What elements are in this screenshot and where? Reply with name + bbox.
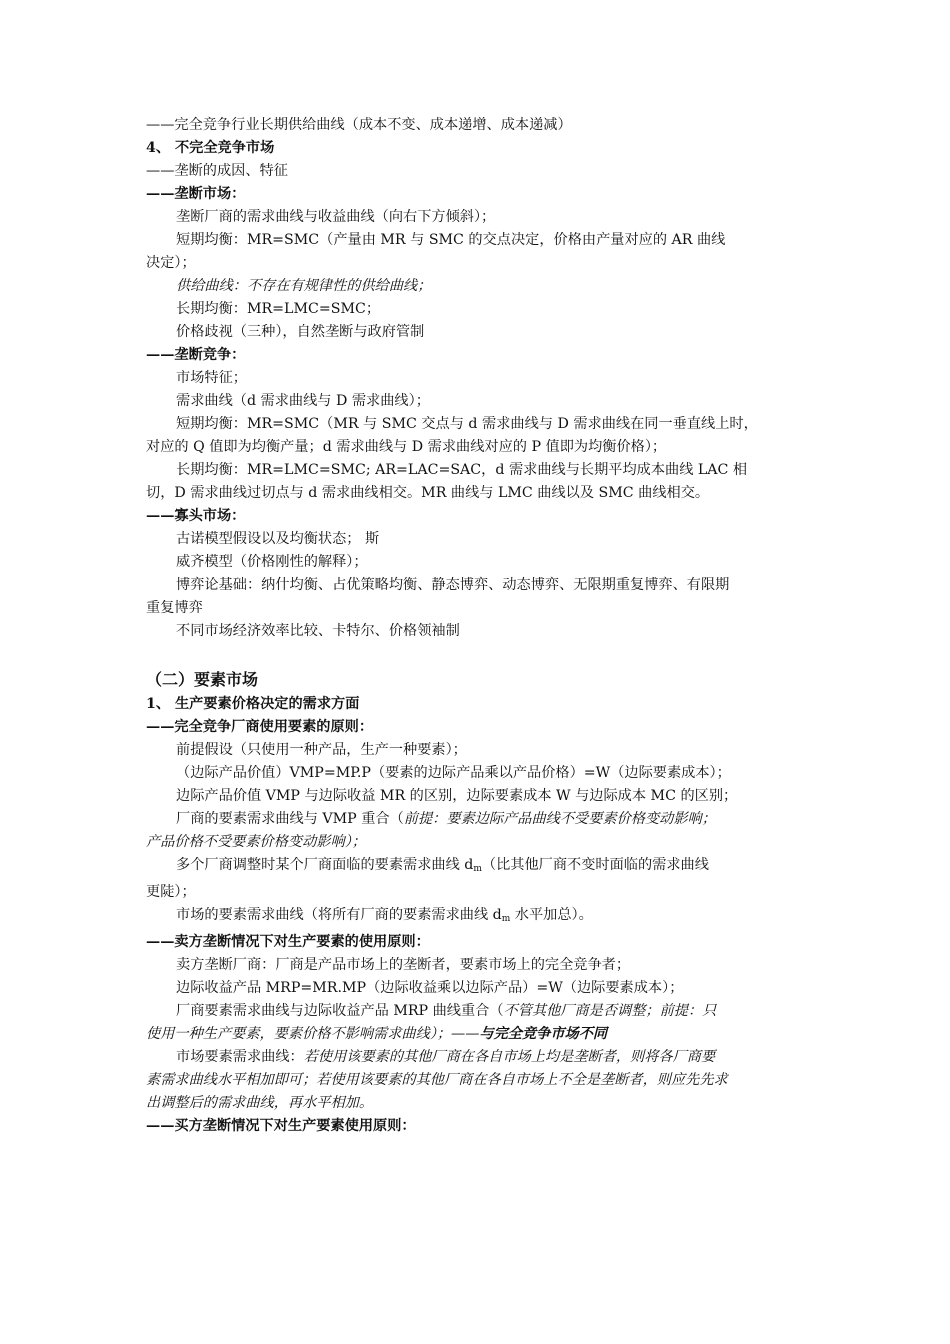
text-run: 厂商的要素需求曲线与 VMP 重合（ <box>176 811 404 827</box>
text-run: 多个厂商调整时某个厂商面临的要素需求曲线 d <box>176 857 474 873</box>
text-run: 水平加总）。 <box>510 907 593 923</box>
text-line-italic: 产品价格不受要素价格变动影响）； <box>146 834 366 850</box>
chapter-heading: （二）要素市场 <box>146 670 259 689</box>
subscript: m <box>501 914 511 924</box>
text-line: ——垄断的成因、特征 <box>146 163 288 179</box>
text-line <box>146 1023 836 1046</box>
text-line: 威齐模型（价格刚性的解释）； <box>176 554 368 570</box>
text-line: 博弈论基础：纳什均衡、占优策略均衡、静态博弈、动态博弈、无限期重复博弈、有限期 <box>176 577 730 593</box>
subsection-heading: ——寡头市场： <box>146 508 246 524</box>
text-line: 价格歧视（三种），自然垄断与政府管制 <box>176 324 425 340</box>
text-line: （边际产品价值）VMP=MP.P（要素的边际产品乘以产品价格）=W（边际要素成本）； <box>176 765 731 781</box>
text-line: 不同市场经济效率比较、卡特尔、价格领袖制 <box>176 623 460 639</box>
text-line <box>146 854 836 881</box>
section-heading: 1、 生产要素价格决定的需求方面 <box>146 696 360 712</box>
text-line: 更陡）； <box>146 884 196 900</box>
text-line: 前提假设（只使用一种产品，生产一种要素）； <box>176 742 467 758</box>
text-line: 短期均衡：MR=SMC（MR 与 SMC 交点与 d 需求曲线与 D 需求曲线在同一垂直线上时， <box>176 416 758 432</box>
text-run: （比其他厂商不变时面临的需求曲线 <box>481 857 709 873</box>
text-line-italic: 出调整后的需求曲线，再水平相加。 <box>146 1095 374 1111</box>
text-line: 垄断厂商的需求曲线与收益曲线（向右下方倾斜）； <box>176 209 496 225</box>
subsection-heading: ——垄断竞争： <box>146 347 246 363</box>
text-run-italic: 若使用该要素的其他厂商在各自市场上均是垄断者，则将各厂商要 <box>303 1049 716 1065</box>
text-line: 边际收益产品 MRP=MR.MP（边际收益乘以边际产品）=W（边际要素成本）； <box>176 980 684 996</box>
text-line-italic: 素需求曲线水平相加即可；若使用该要素的其他厂商在各自市场上不全是垄断者，则应先先求 <box>146 1072 728 1088</box>
text-line: ——完全竞争行业长期供给曲线（成本不变、成本递增、成本递减） <box>146 117 572 133</box>
text-run-italic: 不管其他厂商是否调整；前提：只 <box>503 1003 717 1019</box>
text-line: 边际产品价值 VMP 与边际收益 MR 的区别，边际要素成本 W 与边际成本 MC 的区别； <box>176 788 738 804</box>
text-line <box>146 904 836 931</box>
text-run-italic: 使用一种生产要素，要素价格不影响需求曲线）；—— <box>146 1026 480 1042</box>
subsection-heading: ——垄断市场： <box>146 186 246 202</box>
subsection-heading: ——卖方垄断情况下对生产要素的使用原则： <box>146 934 430 950</box>
text-line: 古诺模型假设以及均衡状态； 斯 <box>176 531 380 547</box>
subsection-heading: ——买方垄断情况下对生产要素使用原则： <box>146 1118 416 1134</box>
text-line <box>146 808 836 831</box>
text-line: 对应的 Q 值即为均衡产量；d 需求曲线与 D 需求曲线对应的 P 值即为均衡价格）； <box>146 439 667 455</box>
text-line: 卖方垄断厂商：厂商是产品市场上的垄断者，要素市场上的完全竞争者； <box>176 957 631 973</box>
text-line: 切，D 需求曲线过切点与 d 需求曲线相交。MR 曲线与 LMC 曲线以及 SMC 曲线相交。 <box>146 485 710 501</box>
text-run: 市场要素需求曲线： <box>176 1049 304 1065</box>
text-line: 决定）； <box>146 255 196 271</box>
text-line: 需求曲线（d 需求曲线与 D 需求曲线）； <box>176 393 430 409</box>
text-line: 长期均衡：MR=LMC=SMC; AR=LAC=SAC，d 需求曲线与长期平均成本曲线 LAC 相 <box>176 462 748 478</box>
subsection-heading: ——完全竞争厂商使用要素的原则： <box>146 719 374 735</box>
text-line: 短期均衡：MR=SMC（产量由 MR 与 SMC 的交点决定，价格由产量对应的 AR 曲线 <box>176 232 726 248</box>
text-line: 长期均衡：MR=LMC=SMC； <box>176 301 381 317</box>
text-line-italic: 供给曲线：不存在有规律性的供给曲线； <box>176 278 432 294</box>
text-run: 厂商要素需求曲线与边际收益产品 MRP 曲线重合（ <box>176 1003 504 1019</box>
text-run-bold-italic: 与完全竞争市场不同 <box>479 1026 608 1042</box>
document-body <box>146 114 836 1138</box>
text-line <box>146 1046 836 1069</box>
subscript: m <box>473 864 482 874</box>
text-run-italic: 前提：要素边际产品曲线不受要素价格变动影响； <box>403 811 716 827</box>
section-heading: 4、 不完全竞争市场 <box>146 140 275 156</box>
text-line: 市场特征； <box>176 370 247 386</box>
text-line: 重复博弈 <box>146 600 203 616</box>
text-line <box>146 1000 836 1023</box>
text-run: 市场的要素需求曲线（将所有厂商的要素需求曲线 d <box>176 907 502 923</box>
